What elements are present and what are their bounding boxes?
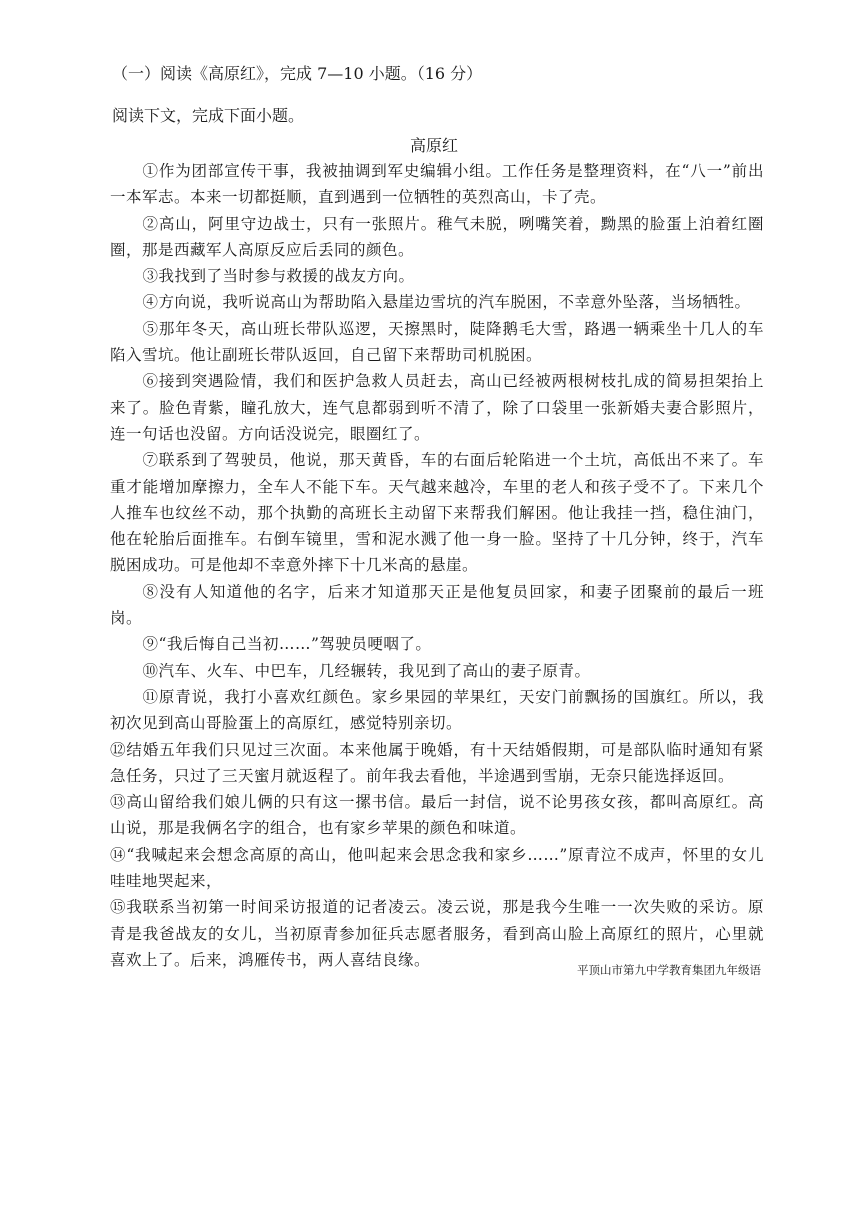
paragraph-1: ①作为团部宣传干事，我被抽调到军史编辑小组。工作任务是整理资料，在“八一”前出一本军志。本来一切都挺顺，直到遇到一位牺牲的英烈高山，卡了壳。 (110, 162, 764, 207)
paragraph-2: ②高山，阿里守边战士，只有一张照片。稚气未脱，咧嘴笑着，黝黑的脸蛋上泊着红圈圈，那是西藏军人高原反应后丢同的颜色。 (110, 214, 764, 259)
paragraph-6: ⑥接到突遇险情，我们和医护急救人员赶去，高山已经被两根树枝扎成的简易担架抬上来了。脸色青紫，瞳孔放大，连气息都弱到听不清了，除了口袋里一张新婚夫妻合影照片，连一句话也没留。方向话没说完，眼圈红了。 (110, 372, 764, 443)
section-heading: （一）阅读《高原红》，完成 7—10 小题。（16 分） (112, 64, 483, 83)
paragraph-3: ③我找到了当时参与救援的战友方向。 (142, 267, 415, 286)
paragraph-11: ⑪原青说，我打小喜欢红颜色。家乡果园的苹果红，天安门前飘扬的国旗红。所以，我初次见到高山哥脸蛋上的高原红，感觉特别亲切。 (110, 687, 764, 733)
article-title: 高原红 (409, 136, 458, 155)
paragraph-10: ⑩汽车、火车、中巴车，几经辗转，我见到了高山的妻子原青。 (142, 661, 591, 680)
paragraph-5: ⑤那年冬天，高山班长带队巡逻，天擦黑时，陡降鹅毛大雪，路遇一辆乘坐十几人的车陷入雪坑。他让副班长带队返回，自己留下来帮助司机脱困。 (110, 319, 764, 365)
paragraph-4: ④方向说，我听说高山为帮助陷入悬崖边雪坑的汽车脱困，不幸意外坠落，当场牺牲。 (142, 293, 751, 312)
article-body (110, 158, 764, 973)
paragraph-15: ⑮我联系当初第一时间采访报道的记者凌云。凌云说，那是我今生唯一一次失败的采访。原青是我爸战友的女儿，当初原青参加征兵志愿者服务，看到高山脸上高原红的照片，心里就喜欢上了。后来，鸿雁传书，两人喜结良缘。 (110, 898, 764, 969)
page-footer-source: 平顶山市第九中学教育集团九年级语 (577, 963, 761, 977)
reading-instruction: 阅读下文，完成下面小题。 (112, 106, 305, 125)
paragraph-9: ⑨“我后悔自己当初……”驾驶员哽咽了。 (142, 635, 432, 654)
paragraph-12: ⑫结婚五年我们只见过三次面。本来他属于晚婚，有十天结婚假期，可是部队临时通知有紧急任务，只过了三天蜜月就返程了。前年我去看他，半途遇到雪崩，无奈只能选择返回。 (110, 740, 764, 785)
paragraph-7: ⑦联系到了驾驶员，他说，那天黄昏，车的右面后轮陷进一个土坑，高低出不来了。车重才能增加摩擦力，全车人不能下车。天气越来越冷，车里的老人和孩子受不了。下来几个人推车也纹丝不动，那个执勤的高班长主动留下来帮我们解困。他让我挂一挡，稳住油门，他在轮胎后面推车。右倒车镜里，雪和泥水溅了他一身一脸。坚持了十几分钟，终于，汽车脱困成功。可是他却不幸意外摔下十几米高的悬崖。 (110, 451, 764, 575)
paragraph-13: ⑬高山留给我们娘儿俩的只有这一摞书信。最后一封信，说不论男孩女孩，都叫高原红。高山说，那是我俩名字的组合，也有家乡苹果的颜色和味道。 (110, 793, 764, 838)
paragraph-8: ⑧没有人知道他的名字，后来才知道那天正是他复员回家，和妻子团聚前的最后一班岗。 (110, 582, 764, 628)
paragraph-14: ⑭“我喊起来会想念高原的高山，他叫起来会思念我和家乡……”原青泣不成声，怀里的女儿哇哇地哭起来， (110, 845, 764, 891)
